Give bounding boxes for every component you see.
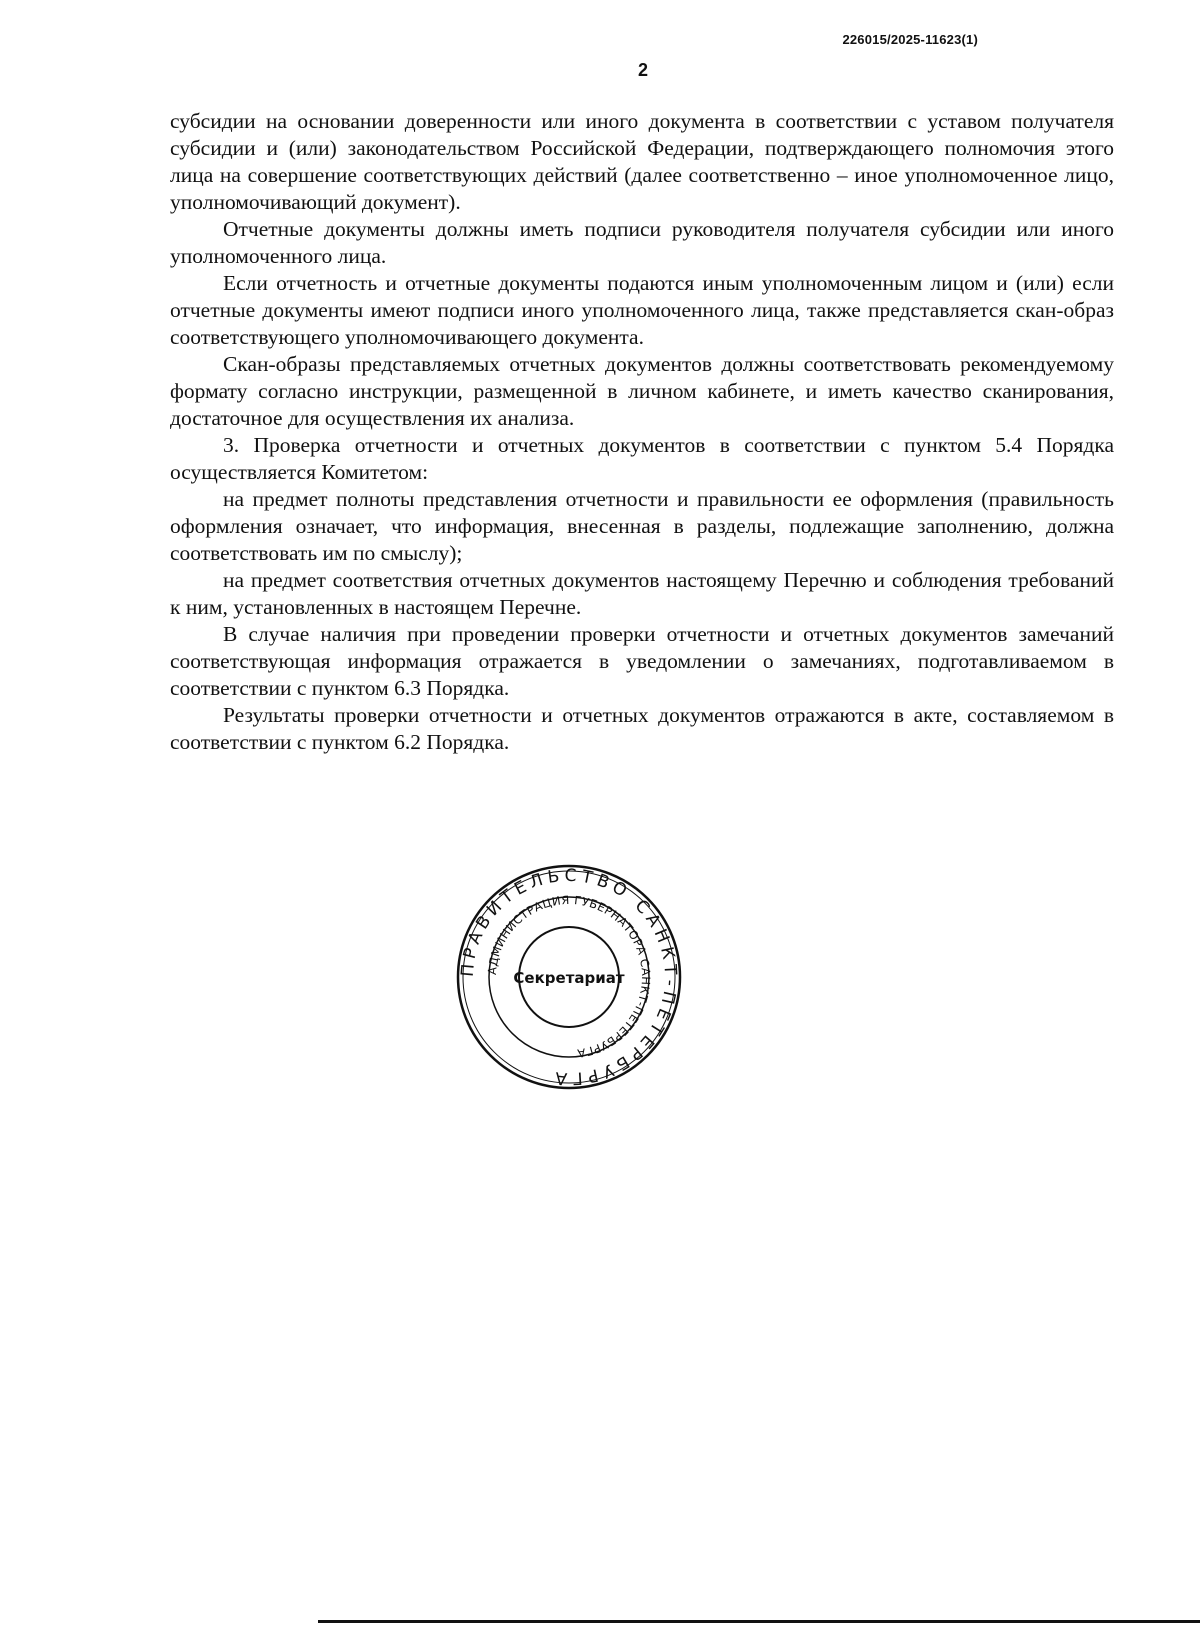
paragraph: на предмет соответствия отчетных документов настоящему Перечню и соблюдения требований к ним, установленных в настоящем Перечне. (170, 568, 1114, 619)
paragraph: Скан-образы представляемых отчетных документов должны соответствовать рекомендуемому формату согласно инструкции, размещенной в личном кабинете, и иметь качество сканирования, достаточное для осуществления их анализа. (170, 352, 1114, 430)
paragraph: Отчетные документы должны иметь подписи руководителя получателя субсидии или иного уполномоченного лица. (170, 217, 1114, 268)
seal-center-text: Секретариат (513, 969, 625, 987)
paragraph: Если отчетность и отчетные документы подаются иным уполномоченным лицом и (или) если отчетные документы имеют подписи иного уполномоченного лица, также представляется скан-образ соответствующего уполномочивающего документа. (170, 271, 1114, 349)
official-seal-stamp (456, 864, 682, 1090)
paragraph: на предмет полноты представления отчетности и правильности ее оформления (правильность оформления означает, что информация, внесенная в разделы, подлежащие заполнению, должна соответствовать им по смыслу); (170, 487, 1114, 565)
paragraph: субсидии на основании доверенности или иного документа в соответствии с уставом получателя субсидии и (или) законодательством Российской Федерации, подтверждающего полномочия этого лица на совершение соответствующих действий (далее соответственно – иное уполномоченное лицо, уполномочивающий документ). (170, 109, 1114, 214)
seal-outer-text: ПРАВИТЕЛЬСТВО САНКТ-ПЕТЕРБУРГА (457, 865, 681, 1089)
paragraph: Результаты проверки отчетности и отчетных документов отражаются в акте, составляемом в соответствии с пунктом 6.2 Порядка. (170, 703, 1114, 754)
document-number: 226015/2025-11623(1) (842, 32, 978, 47)
seal-inner-text: АДМИНИСТРАЦИЯ ГУБЕРНАТОРА САНКТ-ПЕТЕРБУРГА (484, 892, 654, 1061)
scan-left-edge (0, 0, 2, 1626)
scan-bottom-edge (318, 1620, 1200, 1623)
paragraph: В случае наличия при проведении проверки отчетности и отчетных документов замечаний соответствующая информация отражается в уведомлении о замечаниях, подготавливаемом в соответствии с пунктом 6.3 Порядка. (170, 622, 1114, 700)
page-number: 2 (637, 60, 648, 80)
paragraph: 3. Проверка отчетности и отчетных документов в соответствии с пунктом 5.4 Порядка осуществляется Комитетом: (170, 433, 1114, 484)
document-body (170, 108, 1114, 756)
